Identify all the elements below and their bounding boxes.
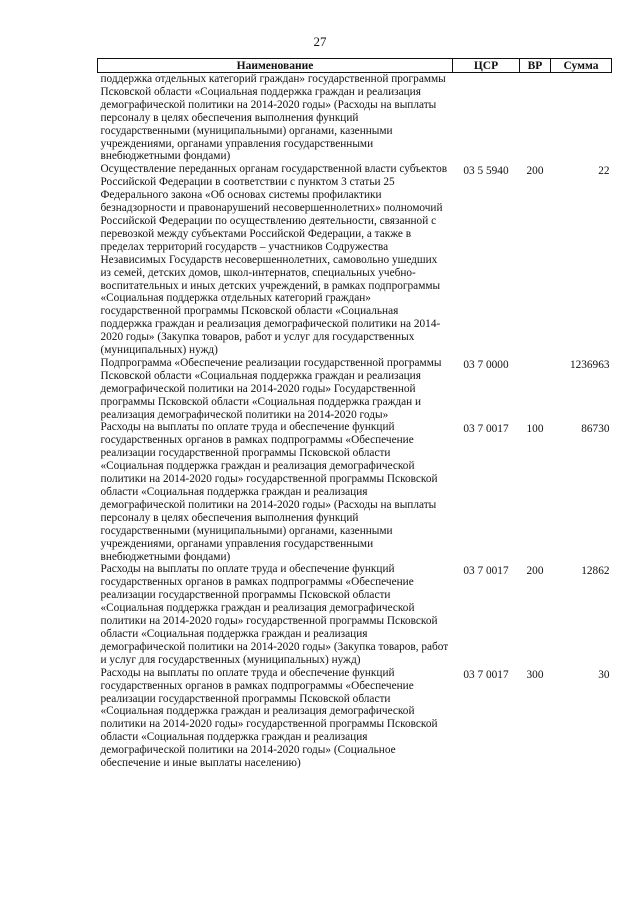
row-csr: 03 7 0017 bbox=[463, 668, 509, 681]
table-row bbox=[98, 163, 612, 357]
row-name: Осуществление переданных органам государственной власти субъектов Российской Федерации в соответствии с пунктом 3 статьи 25 Федерального закона «Об основах системы профилактики безнадзорности и правонарушений несовершеннолетних» полномочий Российской Федерации по осуществлению деятельности, связанной с перевозкой между субъектами Российской Федерации, а также в пределах территорий государств – участников Содружества Независимых Государств несовершеннолетних, самовольно ушедших из семей, детских домов, школ-интернатов, специальных учебно-воспитательных и иных детских учреждений, в рамках подпрограммы «Социальная поддержка отдельных категорий граждан» государственной программы Псковской области «Социальная поддержка граждан и реализация демографической политики на 2014-2020 годы» (Закупка товаров, работ и услуг для государственных (муниципальных) нужд) bbox=[100, 163, 448, 357]
row-csr: 03 7 0017 bbox=[463, 565, 509, 578]
row-vr bbox=[520, 73, 551, 164]
row-sum: 86730 bbox=[581, 423, 610, 436]
page-number: 27 bbox=[313, 34, 327, 49]
header-vr: ВР bbox=[520, 59, 551, 73]
table-row bbox=[98, 357, 612, 422]
table-row bbox=[98, 667, 612, 770]
row-vr: 300 bbox=[526, 668, 544, 681]
row-name: Расходы на выплаты по оплате труда и обеспечение функций государственных органов в рамках подпрограммы «Обеспечение реализации государственной программы Псковской области «Социальная поддержка граждан и реализация демографической политики на 2014-2020 годы» государственной программы Псковской области «Социальная поддержка граждан и реализация демографической политики на 2014-2020 годы» (Расходы на выплаты персоналу в целях обеспечения выполнения функций государственными (муниципальными) органами, казенными учреждениями, органами управления государственными внебюджетными фондами) bbox=[100, 421, 438, 563]
row-csr: 03 7 0000 bbox=[463, 358, 509, 371]
row-name: Подпрограмма «Обеспечение реализации государственной программы Псковской области «Социальная поддержка граждан и реализация демографической политики на 2014-2020 годы» Государственной программы Псковской области «Социальная поддержка граждан и реализация демографической политики на 2014-2020 годы» bbox=[100, 356, 442, 421]
table-row bbox=[98, 421, 612, 563]
header-row bbox=[98, 59, 612, 73]
row-name: Расходы на выплаты по оплате труда и обеспечение функций государственных органов в рамках подпрограммы «Обеспечение реализации государственной программы Псковской области «Социальная поддержка граждан и реализация демографической политики на 2014-2020 годы» государственной программы Псковской области «Социальная поддержка граждан и реализация демографической политики на 2014-2020 годы» (Социальное обеспечение и иные выплаты населению) bbox=[100, 666, 438, 770]
row-csr bbox=[453, 73, 520, 164]
row-sum bbox=[551, 73, 612, 164]
table-body bbox=[98, 73, 612, 770]
table-header bbox=[98, 59, 612, 73]
table-row bbox=[98, 563, 612, 666]
header-csr: ЦСР bbox=[453, 59, 520, 73]
header-sum: Сумма bbox=[551, 59, 612, 73]
row-vr: 100 bbox=[526, 423, 544, 436]
table-row bbox=[98, 73, 612, 164]
row-sum: 30 bbox=[598, 668, 610, 681]
budget-table bbox=[97, 58, 612, 770]
row-name: поддержка отдельных категорий граждан» государственной программы Псковской области «Социальная поддержка граждан и реализация демографической политики на 2014-2020 годы» (Расходы на выплаты персоналу в целях обеспечения выполнения функций государственными (муниципальными) органами, казенными учреждениями, органами управления государственными внебюджетными фондами) bbox=[100, 73, 446, 163]
row-sum: 12862 bbox=[581, 565, 610, 578]
row-sum: 22 bbox=[598, 165, 610, 178]
row-vr bbox=[520, 357, 551, 422]
row-vr: 200 bbox=[526, 565, 544, 578]
row-sum: 1236963 bbox=[569, 358, 610, 371]
row-vr: 200 bbox=[526, 165, 544, 178]
row-name: Расходы на выплаты по оплате труда и обеспечение функций государственных органов в рамках подпрограммы «Обеспечение реализации государственной программы Псковской области «Социальная поддержка граждан и реализация демографической политики на 2014-2020 годы» государственной программы Псковской области «Социальная поддержка граждан и реализация демографической политики на 2014-2020 годы» (Закупка товаров, работ и услуг для государственных (муниципальных) нужд) bbox=[100, 563, 449, 666]
header-name: Наименование bbox=[98, 59, 453, 73]
row-csr: 03 7 0017 bbox=[463, 423, 509, 436]
row-csr: 03 5 5940 bbox=[463, 165, 509, 178]
